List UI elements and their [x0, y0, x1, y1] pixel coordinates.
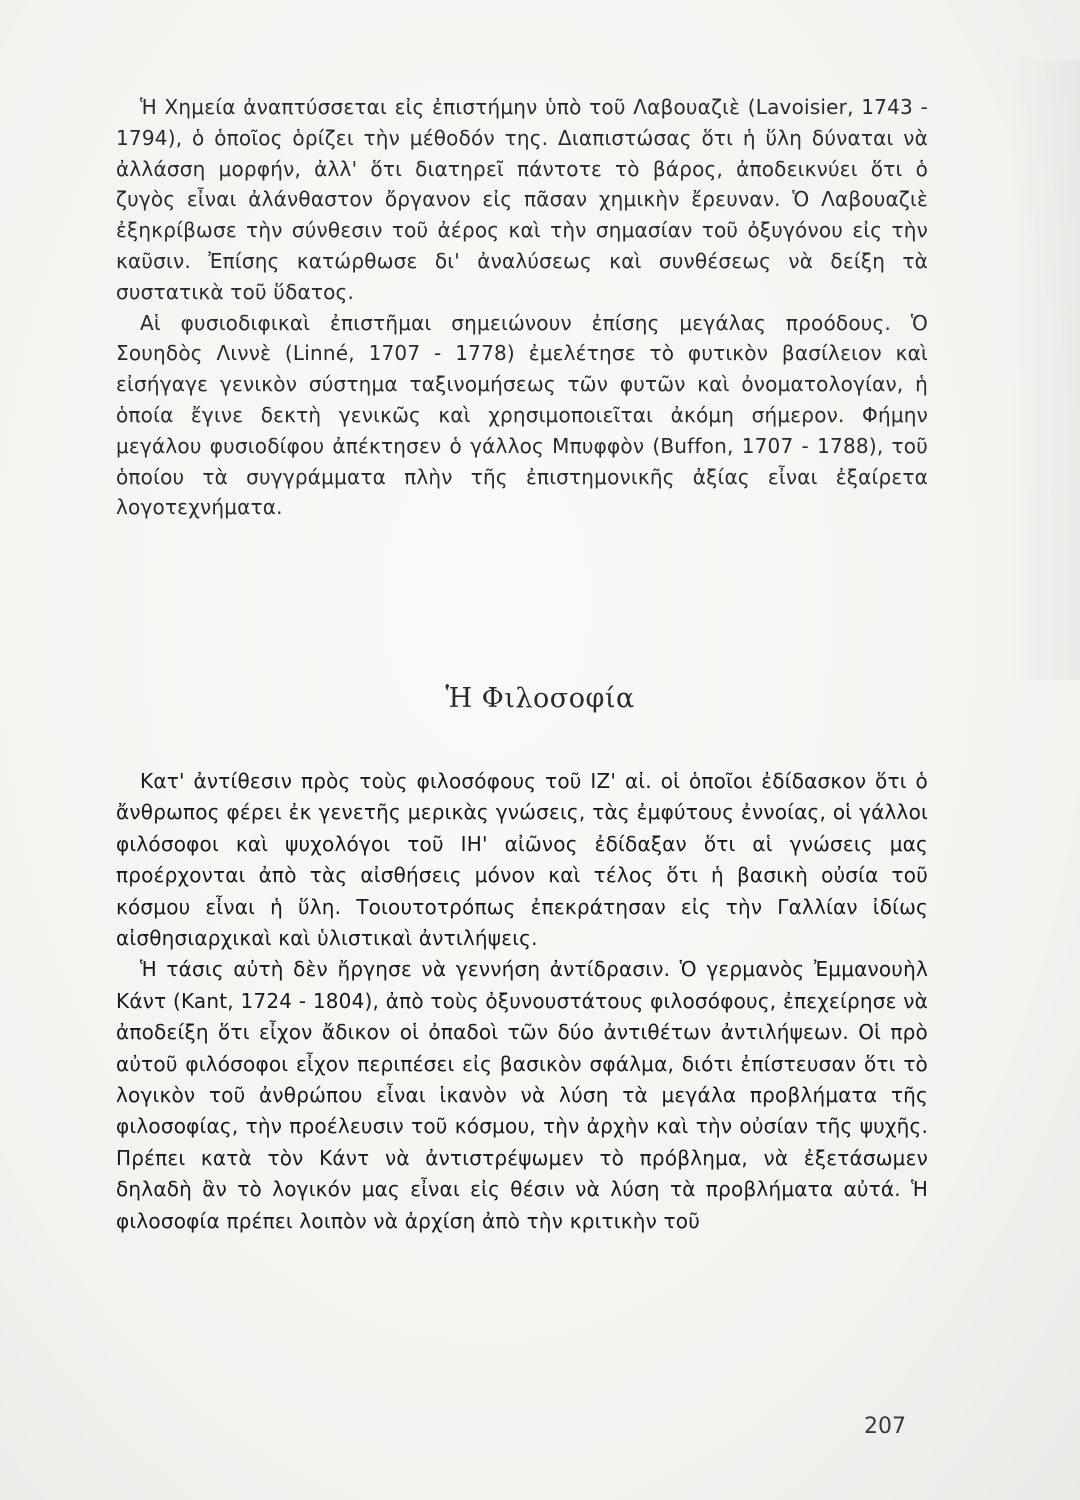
philosophy-text-block [116, 766, 928, 1237]
upper-text-block [116, 92, 928, 523]
natural-sciences-paragraph: Αἱ φυσιοδιφικαὶ ἐπιστῆμαι σημειώνουν ἐπίσης μεγάλας προόδους. Ὁ Σουηδὸς Λιννὲ (Linné, 1707 - 1778) ἐμελέτησε τὸ φυτικὸν βασίλειον καὶ εἰσήγαγε γενικὸν σύστημα ταξινομήσεως τῶν φυτῶν καὶ ὀνοματολογίαν, ἡ ὁποία ἔγινε δεκτὴ γενικῶς καὶ χρησιμοποιεῖται ἀκόμη σήμερον. Φήμην μεγάλου φυσιοδίφου ἀπέκτησεν ὁ γάλλος Μπυφφὸν (Buffon, 1707 - 1788), τοῦ ὁποίου τὰ συγγράμματα πλὴν τῆς ἐπιστημονικῆς ἀξίας εἶναι ἐξαίρετα λογοτεχνήματα. [116, 310, 928, 520]
page-number: 207 [864, 1414, 906, 1439]
chemistry-paragraph: Ἡ Χημεία ἀναπτύσσεται εἰς ἐπιστήμην ὑπὸ τοῦ Λαβουαζιὲ (Lavoisier, 1743 - 1794), ὁ ὁποῖος ὁρίζει τὴν μέθοδόν της. Διαπιστώσας ὅτι ἡ ὕλη δύναται νὰ ἀλλάσση μορφήν, ἀλλ' ὅτι διατηρεῖ πάντοτε τὸ βάρος, ἀποδεικνύει ὅτι ὁ ζυγὸς εἶναι ἀλάνθαστον ὄργανον εἰς πᾶσαν χημικὴν ἔρευναν. Ὁ Λαβουαζιὲ ἐξηκρίβωσε τὴν σύνθεσιν τοῦ ἀέρος καὶ τὴν σημασίαν τοῦ ὀξυγόνου εἰς τὴν καῦσιν. Ἐπίσης κατώρθωσε δι' ἀναλύσεως καὶ συνθέσεως νὰ δείξη τὰ συστατικὰ τοῦ ὕδατος. [116, 95, 928, 304]
philosophy-paragraph-1: Κατ' ἀντίθεσιν πρὸς τοὺς φιλοσόφους τοῦ ΙΖ' αἰ. οἱ ὁποῖοι ἐδίδασκον ὅτι ὁ ἄνθρωπος φέρει ἐκ γενετῆς μερικὰς γνώσεις, τὰς ἐμφύτους ἐννοίας, οἱ γάλλοι φιλόσοφοι καὶ ψυχολόγοι τοῦ ΙΗ' αἰῶνος ἐδίδαξαν ὅτι αἱ γνώσεις μας προέρχονται ἀπὸ τὰς αἰσθήσεις μόνον καὶ τέλος ὅτι ἡ βασικὴ οὐσία τοῦ κόσμου εἶναι ἡ ὕλη. Τοιουτοτρόπως ἐπεκράτησαν εἰς τὴν Γαλλίαν ἰδίως αἰσθησιαρχικαὶ καὶ ὑλιστικαὶ ἀντιλήψεις. [116, 769, 928, 951]
philosophy-paragraph-2: Ἡ τάσις αὐτὴ δὲν ἤργησε νὰ γεννήση ἀντίδρασιν. Ὁ γερμανὸς Ἐμμανουὴλ Κάντ (Kant, 1724 - 1804), ἀπὸ τοὺς ὀξυνουστάτους φιλοσόφους, ἐπεχείρησε νὰ ἀποδείξη ὅτι εἶχον ἄδικον οἱ ὀπαδοὶ τῶν δύο ἀντιθέτων ἀντιλήψεων. Οἱ πρὸ αὐτοῦ φιλόσοφοι εἶχον περιπέσει εἰς βασικὸν σφάλμα, διότι ἐπίστευσαν ὅτι τὸ λογικὸν τοῦ ἀνθρώπου εἶναι ἱκανὸν νὰ λύση τὰ μεγάλα προβλήματα τῆς φιλοσοφίας, τὴν προέλευσιν τοῦ κόσμου, τὴν ἀρχὴν καὶ τὴν οὐσίαν τῆς ψυχῆς. Πρέπει κατὰ τὸν Κάντ νὰ ἀντιστρέψωμεν τὸ πρόβλημα, νὰ ἐξετάσωμεν δηλαδὴ ἂν τὸ λογικόν μας εἶναι εἰς θέσιν νὰ λύση τὰ προβλήματα αὐτά. Ἡ φιλοσοφία πρέπει λοιπὸν νὰ ἀρχίση ἀπὸ τὴν κριτικὴν τοῦ [116, 957, 928, 1233]
page-shadow [1010, 60, 1080, 680]
section-heading: Ἡ Φιλοσοφία [445, 683, 635, 714]
